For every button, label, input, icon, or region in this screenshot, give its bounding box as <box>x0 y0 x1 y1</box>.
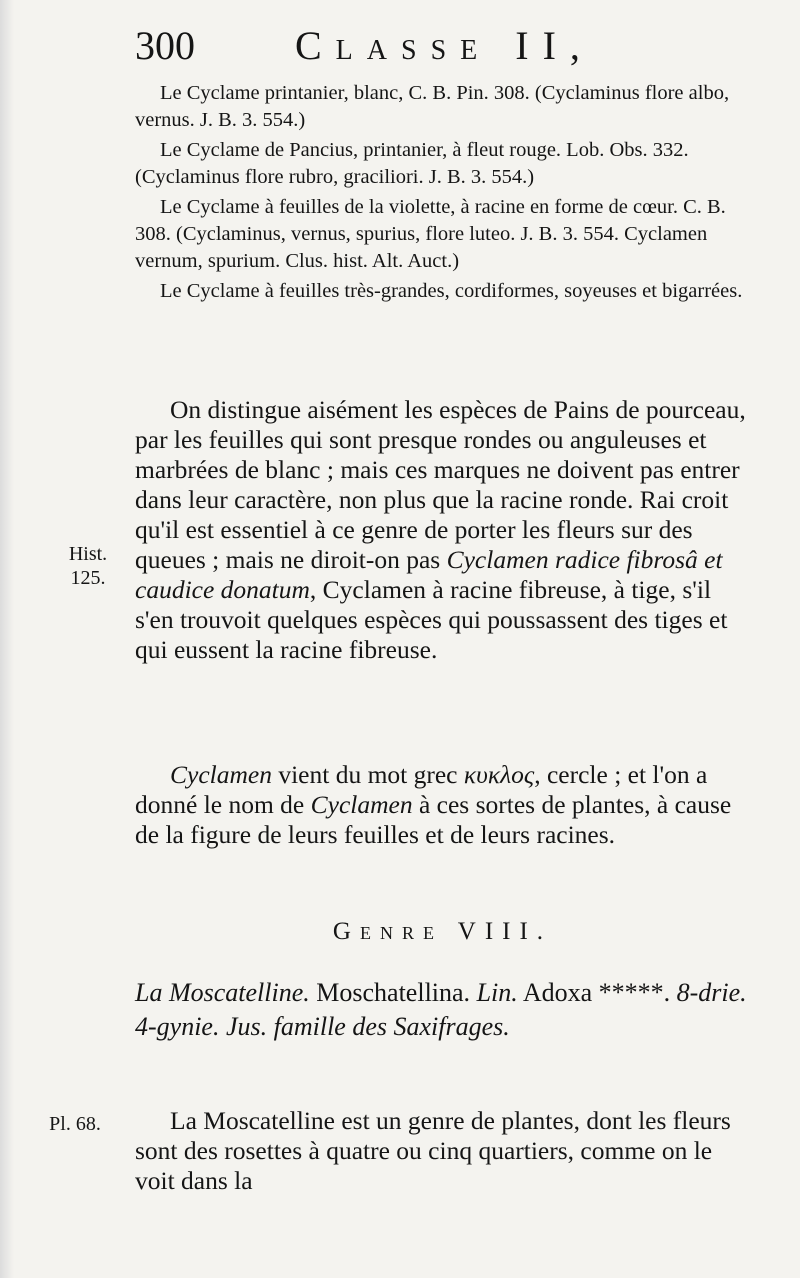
species-entry-4: Le Cyclame à feuilles très-grandes, cordiformes, soyeuses et bigarrées. <box>160 280 743 302</box>
latin-word: Cyclamen <box>310 790 413 819</box>
page-header <box>135 24 775 68</box>
species-list <box>135 80 750 308</box>
paragraph-moscatelline: La Moscatelline est un genre de plantes, dont les fleurs sont des rosettes à quatre ou cinq quartiers, comme on le voit dans la <box>135 1106 731 1195</box>
latin-word: Cyclamen <box>170 760 272 789</box>
genus-entry <box>135 976 750 1044</box>
margin-note-hist <box>58 542 118 590</box>
margin-hist-number: 125. <box>70 567 106 589</box>
species-entry-2: Le Cyclame de Pancius, printanier, à fleut rouge. Lob. Obs. 332. (Cyclaminus flore rubro, graciliori. J. B. 3. 554.) <box>135 139 689 188</box>
running-title: Classe II, <box>295 23 594 68</box>
paragraph-text: , cercle ; et l'on a donné le nom de <box>135 760 708 819</box>
latin-phrase: Cyclamen radice fibrosâ et caudice donatum <box>135 545 723 604</box>
species-entry-3: Le Cyclame à feuilles de la violette, à racine en forme de cœur. C. B. 308. (Cyclaminus, vernus, spurius, flore luteo. J. B. 3. 554. Cyclamen vernum, spurium. Clus. hist. Alt. Auct.) <box>135 196 726 272</box>
body-paragraph-1 <box>135 395 750 665</box>
paragraph-distinguish <box>135 395 750 665</box>
margin-note-plate: Pl. 68. <box>49 1113 101 1135</box>
paragraph-text: , Cyclamen à racine fibreuse, à tige, s'il s'en trouvoit quelques espèces qui poussassent des tiges et qui eussent la racine fibreuse. <box>135 575 728 664</box>
paragraph-text: vient du mot grec <box>271 760 464 789</box>
genus-classification: 8-drie. 4-gynie. Jus. famille des Saxifrages. <box>135 978 747 1041</box>
greek-word: κυκλος <box>463 760 535 789</box>
paragraph-text: à ces sortes de plantes, à cause de la figure de leurs feuilles et de leurs racines. <box>135 790 732 849</box>
genus-name: La Moscatelline. <box>135 978 310 1007</box>
species-entry-1: Le Cyclame printanier, blanc, C. B. Pin. 308. (Cyclaminus flore albo, vernus. J. B. 3. 554.) <box>135 82 730 131</box>
genre-heading: Genre VIII. <box>332 918 553 945</box>
body-paragraph-3 <box>135 1106 750 1196</box>
paragraph-text: On distingue aisément les espèces de Pains de pourceau, par les feuilles qui sont presque rondes ou anguleuses et marbrées de blanc ; mais ces marques ne doivent pas entrer dans leur caractère, non plus que la racine ronde. Rai croit qu'il est essentiel à ce genre de porter les fleurs sur des queues ; mais ne diroit-on pas <box>135 395 746 574</box>
genus-latin: Moschatellina. <box>309 978 477 1007</box>
margin-hist-label: Hist. <box>68 543 108 565</box>
linnaeus-ref: Lin. <box>476 978 518 1007</box>
genus-synonym: Adoxa *****. <box>517 978 677 1007</box>
page-edge-shadow <box>0 0 14 1278</box>
page-number: 300 <box>135 23 195 68</box>
paragraph-etymology <box>135 760 750 850</box>
body-paragraph-2 <box>135 760 750 850</box>
